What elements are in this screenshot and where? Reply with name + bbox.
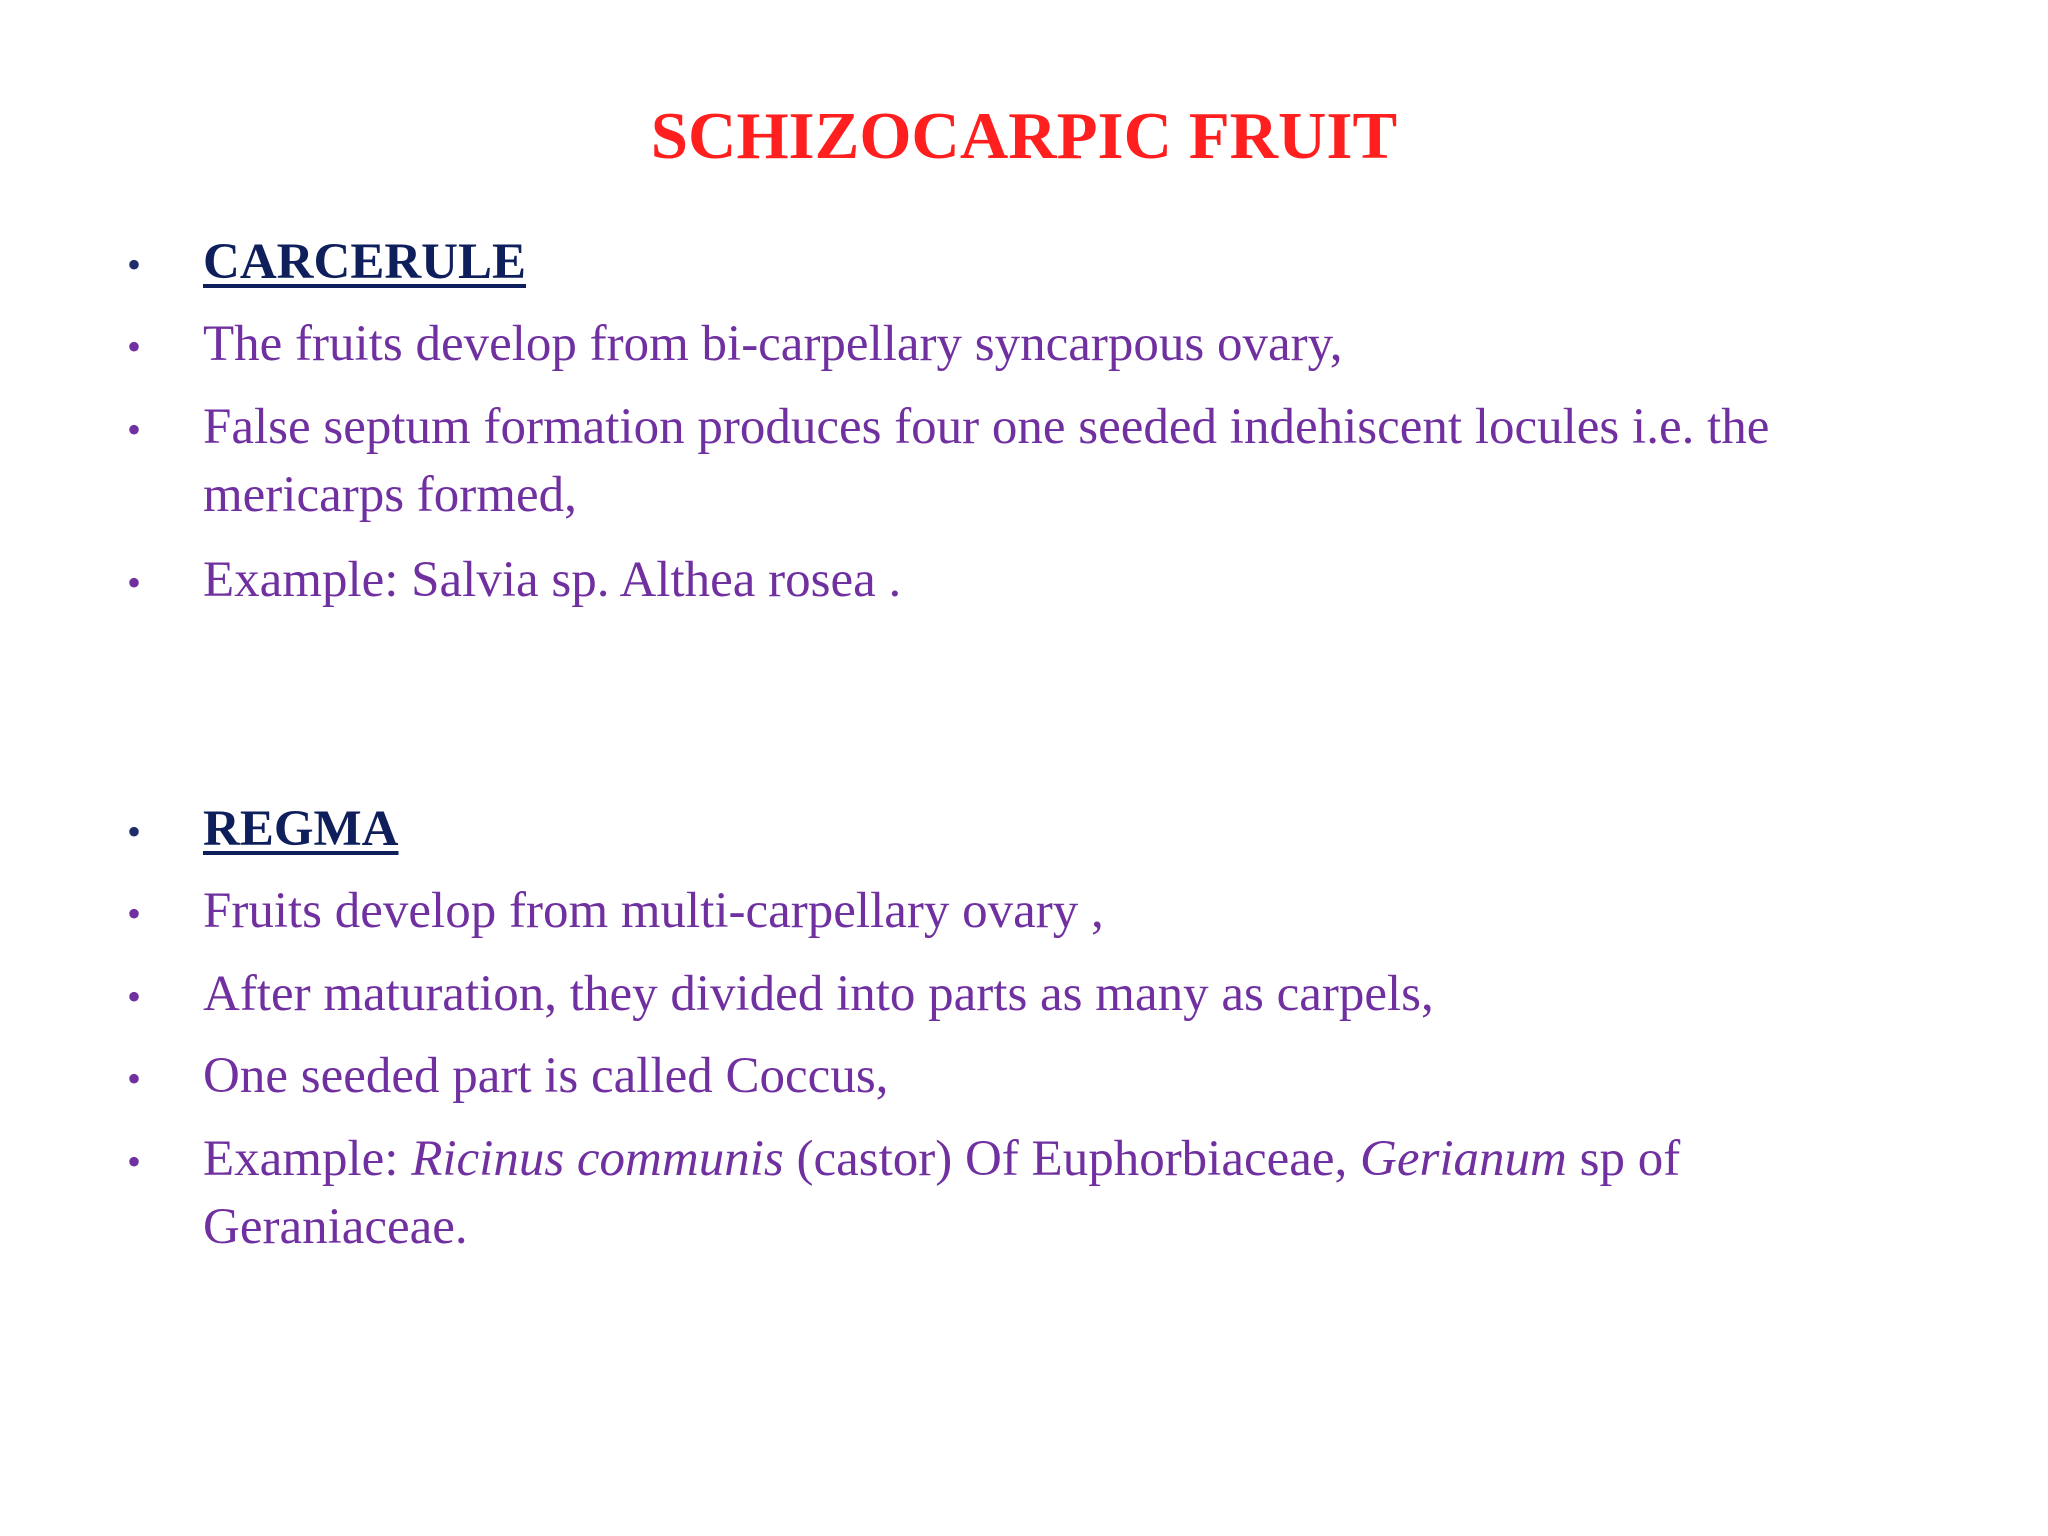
bullet-icon: • (126, 891, 141, 936)
bullet-icon: • (126, 407, 141, 452)
species-name: Ricinus communis (411, 1131, 784, 1187)
slide-title: SCHIZOCARPIC FRUIT (650, 99, 1398, 173)
bullet-text: One seeded part is called Coccus, (203, 1048, 889, 1104)
bullet-icon: • (126, 974, 141, 1019)
bullet-icon: • (126, 809, 141, 854)
example-suffix: sp of Geraniaceae. (203, 1131, 1681, 1255)
bullet-icon: • (126, 560, 141, 605)
bullet-text: Example: Salvia sp. Althea rosea . (203, 552, 902, 608)
section-heading-regma: REGMA (203, 801, 399, 857)
bullet-icon: • (126, 324, 141, 369)
bullet-text: Fruits develop from multi-carpellary ovary , (203, 883, 1104, 939)
bullet-icon: • (126, 242, 141, 287)
bullet-text: False septum formation produces four one seeded indehiscent locules i.e. the mericarps formed, (203, 399, 1770, 523)
example-prefix: Example: (203, 1131, 412, 1187)
section-heading-carcerule: CARCERULE (203, 234, 527, 290)
bullet-text: The fruits develop from bi-carpellary syncarpous ovary, (203, 316, 1343, 372)
example-middle: (castor) Of Euphorbiaceae, (783, 1131, 1361, 1187)
bullet-icon: • (126, 1139, 141, 1184)
bullet-icon: • (126, 1056, 141, 1101)
species-name: Gerianum (1360, 1131, 1567, 1187)
bullet-text: After maturation, they divided into parts as many as carpels, (203, 966, 1434, 1022)
bullet-text-example (203, 1125, 1903, 1261)
